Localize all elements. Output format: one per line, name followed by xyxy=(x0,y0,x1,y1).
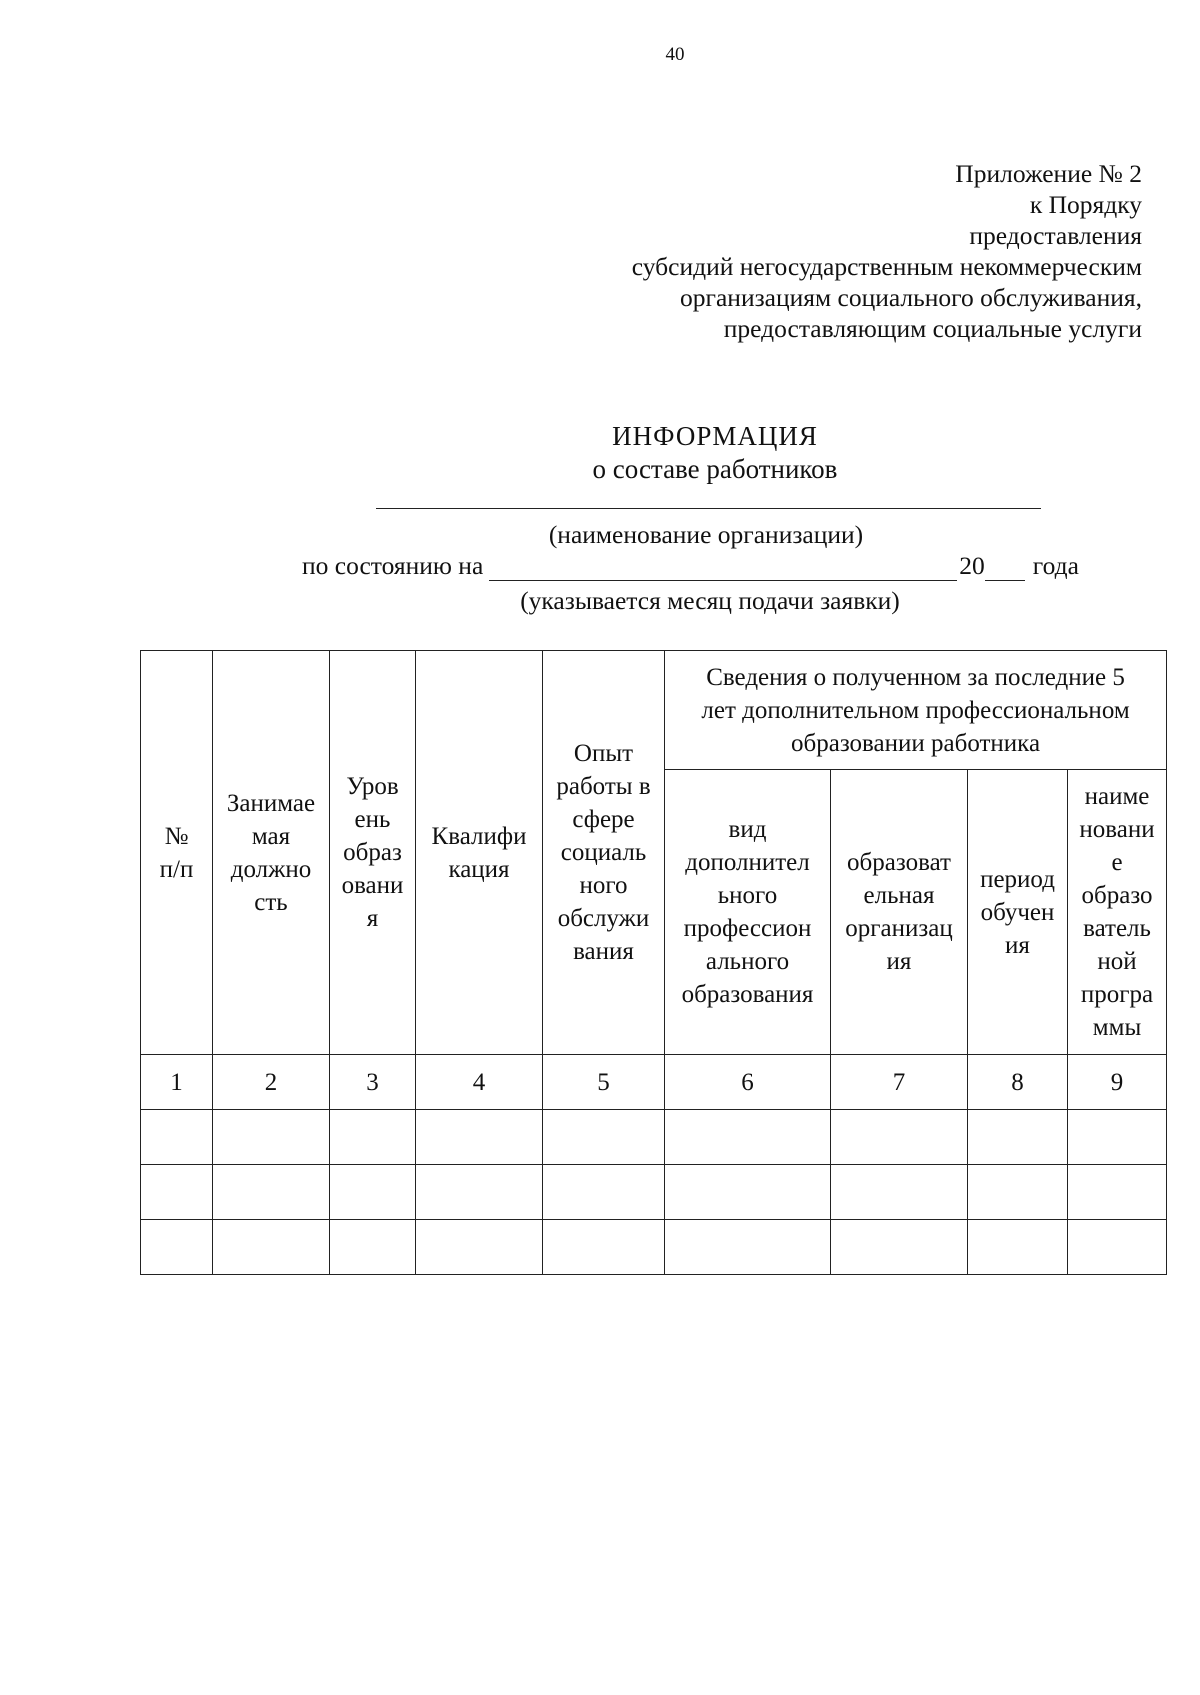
empty-cell xyxy=(330,1165,416,1220)
header-cell-experience: Опыт работы в сфере социаль ного обслужи вания xyxy=(543,651,665,1055)
column-number-cell: 1 xyxy=(141,1055,213,1110)
as-of-date-caption: (указывается месяц подачи заявки) xyxy=(520,586,900,615)
organization-name-caption: (наименование организации) xyxy=(548,520,864,549)
page-number: 40 xyxy=(665,44,685,65)
header-cell-position: Занимае мая должно сть xyxy=(213,651,330,1055)
year-suffix: года xyxy=(1032,551,1079,580)
header-cell-study-period: период обучен ия xyxy=(968,770,1068,1055)
year-prefix: 20 xyxy=(959,551,985,580)
header-cell-additional-education: Сведения о полученном за последние 5 лет дополнительном профессиональном образовании работника xyxy=(665,651,1167,770)
staff-table xyxy=(140,650,1167,1275)
annex-line: субсидий негосударственным некоммерческим xyxy=(631,252,1142,281)
empty-cell xyxy=(665,1165,831,1220)
empty-cell xyxy=(213,1110,330,1165)
empty-table-row xyxy=(141,1110,1167,1165)
annex-line: предоставляющим социальные услуги xyxy=(723,314,1142,343)
header-cell-qualification: Квалифи кация xyxy=(416,651,543,1055)
column-number-cell: 9 xyxy=(1068,1055,1167,1110)
header-cell-education-level: Уров ень образ овани я xyxy=(330,651,416,1055)
column-number-cell: 6 xyxy=(665,1055,831,1110)
empty-cell xyxy=(1068,1165,1167,1220)
column-number-cell: 4 xyxy=(416,1055,543,1110)
as-of-label: по состоянию на xyxy=(302,551,484,580)
empty-cell xyxy=(213,1220,330,1275)
header-cell-program-name: наиме новани е образо ватель ной програ ммы xyxy=(1068,770,1167,1055)
empty-cell xyxy=(1068,1110,1167,1165)
organization-name-line xyxy=(376,508,1041,509)
header-cell-educational-organization: образоват ельная организац ия xyxy=(831,770,968,1055)
empty-cell xyxy=(968,1110,1068,1165)
annex-header xyxy=(632,158,1142,344)
empty-cell xyxy=(141,1110,213,1165)
annex-line: организациям социального обслуживания, xyxy=(680,283,1142,312)
empty-cell xyxy=(831,1110,968,1165)
column-number-cell: 7 xyxy=(831,1055,968,1110)
empty-cell xyxy=(831,1165,968,1220)
annex-line: Приложение № 2 xyxy=(955,159,1142,188)
empty-table-row xyxy=(141,1220,1167,1275)
document-subtitle: о составе работников xyxy=(592,454,838,484)
empty-cell xyxy=(968,1165,1068,1220)
annex-line: предоставления xyxy=(969,221,1142,250)
year-blank xyxy=(985,556,1025,581)
empty-cell xyxy=(213,1165,330,1220)
empty-cell xyxy=(831,1220,968,1275)
as-of-date-blank xyxy=(489,556,957,581)
empty-cell xyxy=(330,1110,416,1165)
empty-cell xyxy=(543,1220,665,1275)
empty-cell xyxy=(968,1220,1068,1275)
column-number-cell: 8 xyxy=(968,1055,1068,1110)
column-number-cell: 2 xyxy=(213,1055,330,1110)
annex-line: к Порядку xyxy=(1029,190,1142,219)
document-title: ИНФОРМАЦИЯ xyxy=(612,421,818,451)
header-cell-number: № п/п xyxy=(141,651,213,1055)
empty-cell xyxy=(543,1165,665,1220)
empty-cell xyxy=(1068,1220,1167,1275)
empty-cell xyxy=(543,1110,665,1165)
empty-cell xyxy=(416,1220,543,1275)
empty-cell xyxy=(330,1220,416,1275)
empty-cell xyxy=(665,1110,831,1165)
document-title-block xyxy=(0,420,1200,486)
as-of-date-row xyxy=(302,551,1079,581)
empty-cell xyxy=(141,1220,213,1275)
empty-cell xyxy=(665,1220,831,1275)
column-number-cell: 5 xyxy=(543,1055,665,1110)
empty-cell xyxy=(141,1165,213,1220)
empty-cell xyxy=(416,1110,543,1165)
column-number-cell: 3 xyxy=(330,1055,416,1110)
header-cell-education-type: вид дополнител ьного профессион ального образования xyxy=(665,770,831,1055)
empty-cell xyxy=(416,1165,543,1220)
empty-table-row xyxy=(141,1165,1167,1220)
